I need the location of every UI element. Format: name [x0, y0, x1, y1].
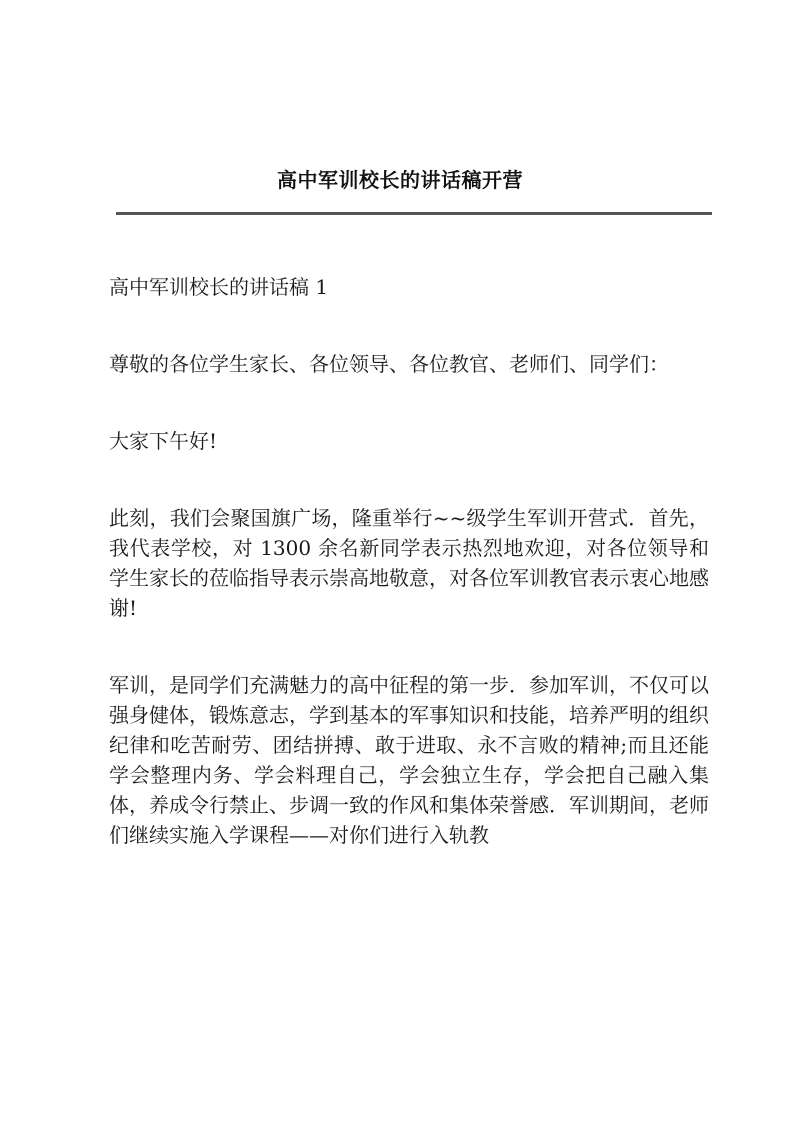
- greeting-paragraph: 大家下午好!: [109, 429, 218, 453]
- section-heading: 高中军训校长的讲话稿 1: [109, 275, 329, 299]
- title-divider: [116, 212, 712, 215]
- document-title: 高中军训校长的讲话稿开营: [277, 168, 523, 192]
- welcome-paragraph: 此刻，我们会聚国旗广场，隆重举行~~级学生军训开营式．首先，我代表学校，对 1300 余名新同学表示热烈地欢迎，对各位领导和学生家长的莅临指导表示崇高地敬意，对各位军训教官表示衷心地感谢!: [109, 506, 709, 620]
- training-paragraph: 军训，是同学们充满魅力的高中征程的第一步．参加军训，不仅可以强身健体，锻炼意志，学到基本的军事知识和技能，培养严明的组织纪律和吃苦耐劳、团结拼搏、敢于进取、永不言败的精神;而且还能学会整理内务、学会料理自己，学会独立生存，学会把自己融入集体，养成令行禁止、步调一致的作风和集体荣誉感．军训期间，老师们继续实施入学课程——对你们进行入轨教: [109, 673, 709, 847]
- document-body: [109, 272, 709, 897]
- salutation-paragraph: 尊敬的各位学生家长、各位领导、各位教官、老师们、同学们：: [109, 352, 669, 376]
